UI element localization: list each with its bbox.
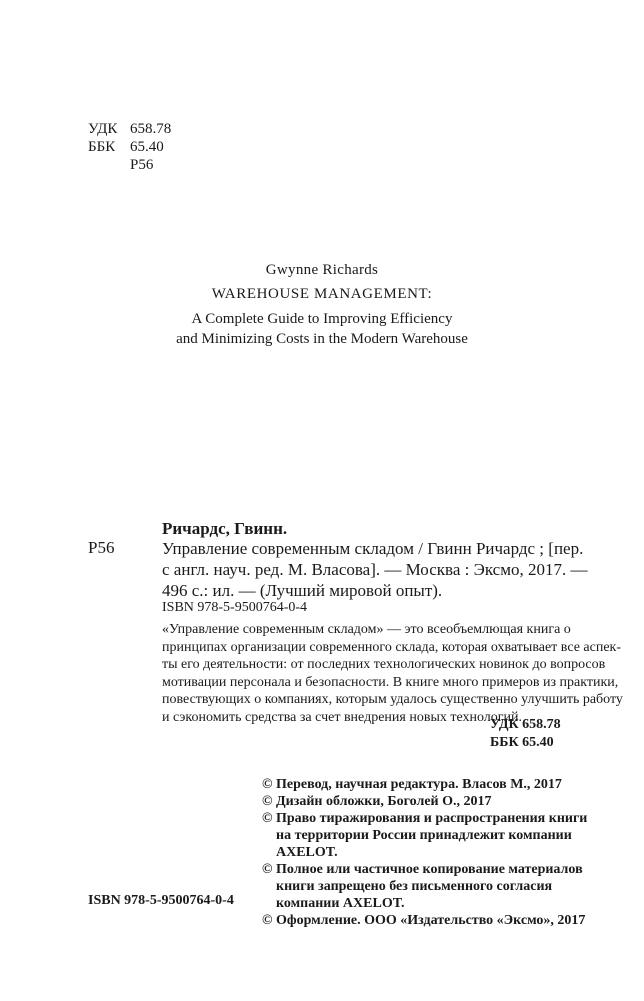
annotation-line: мотивации персонала и безопасности. В книге много примеров из практики, [162,674,619,690]
copyright-line: Право тиражирования и распространения книги [276,811,588,826]
bibliographic-author-sign: Р56 [88,538,115,557]
annotation-line: «Управление современным складом» — это всеобъемлющая книга о [162,622,571,637]
udk-value: 658.78 [130,121,172,137]
copyright-line: Перевод, научная редактура. Власов М., 2017 [276,777,562,792]
annotation-line: и сэкономить средства за счет внедрения новых технологий. [162,709,523,725]
copyright-item [262,861,587,912]
original-author: Gwynne Richards [265,262,379,278]
bbk-right-code: ББК 65.40 [490,735,554,750]
copyright-item [262,776,587,793]
annotation-line: принципах организации современного склада, которая охватывает все аспек- [162,639,622,655]
author-sign-label [88,156,130,174]
bibliographic-description [162,538,588,601]
annotation-line: повествующих о компаниях, которым удалось существенно улучшить работу [162,692,623,707]
isbn-bottom: ISBN 978-5-9500764-0-4 [88,893,234,908]
copyright-line: книги запрещено без письменного согласия [276,879,553,894]
copyright-item [262,810,587,861]
classification-codes [88,120,171,174]
copyright-line: на территории России принадлежит компании [276,828,572,843]
author-sign-row [88,156,171,174]
annotation-line: ты его деятельности: от последних технологических новинок до вопросов [162,657,606,672]
copyright-symbol: © [262,794,273,809]
bbk-label: ББК [88,139,116,155]
copyright-symbol: © [262,913,273,928]
copyright-symbol: © [262,777,273,792]
bibliographic-author: Ричардс, Гвинн. [162,519,288,538]
copyright-line: Полное или частичное копирование материалов [276,862,583,877]
annotation [162,621,623,726]
original-subtitle [0,309,644,349]
classification-codes-right [490,716,561,752]
copyright-line: Оформление. ООО «Издательство «Эксмо», 2017 [276,913,586,928]
copyright-line: Дизайн обложки, Боголей О., 2017 [276,794,492,809]
copyright-item [262,793,587,810]
udk-code-row [88,120,171,138]
bbk-code-row [88,138,171,156]
subtitle-line: and Minimizing Costs in the Modern Warehouse [176,331,468,347]
copyright-line: компании AXELOT. [276,896,405,911]
udk-right-code: УДК 658.78 [490,717,561,732]
copyright-line: AXELOT. [276,845,338,860]
bibliographic-isbn: ISBN 978-5-9500764-0-4 [162,600,308,615]
bib-line: с англ. науч. ред. М. Власова]. — Москва : Эксмо, 2017. — [162,560,588,579]
copyright-symbol: © [262,811,273,826]
copyright-symbol: © [262,862,273,877]
bbk-value: 65.40 [130,139,164,155]
copyright-item [262,912,587,929]
author-sign-value: Р56 [130,157,154,173]
bib-line: 496 с.: ил. — (Лучший мировой опыт). [162,581,443,600]
udk-label: УДК [88,121,118,137]
bib-line: Управление современным складом / Гвинн Ричардс ; [пер. [162,539,584,558]
subtitle-line: A Complete Guide to Improving Efficiency [191,311,453,327]
copyright-block [262,776,587,929]
original-title: WAREHOUSE MANAGEMENT: [211,286,433,302]
